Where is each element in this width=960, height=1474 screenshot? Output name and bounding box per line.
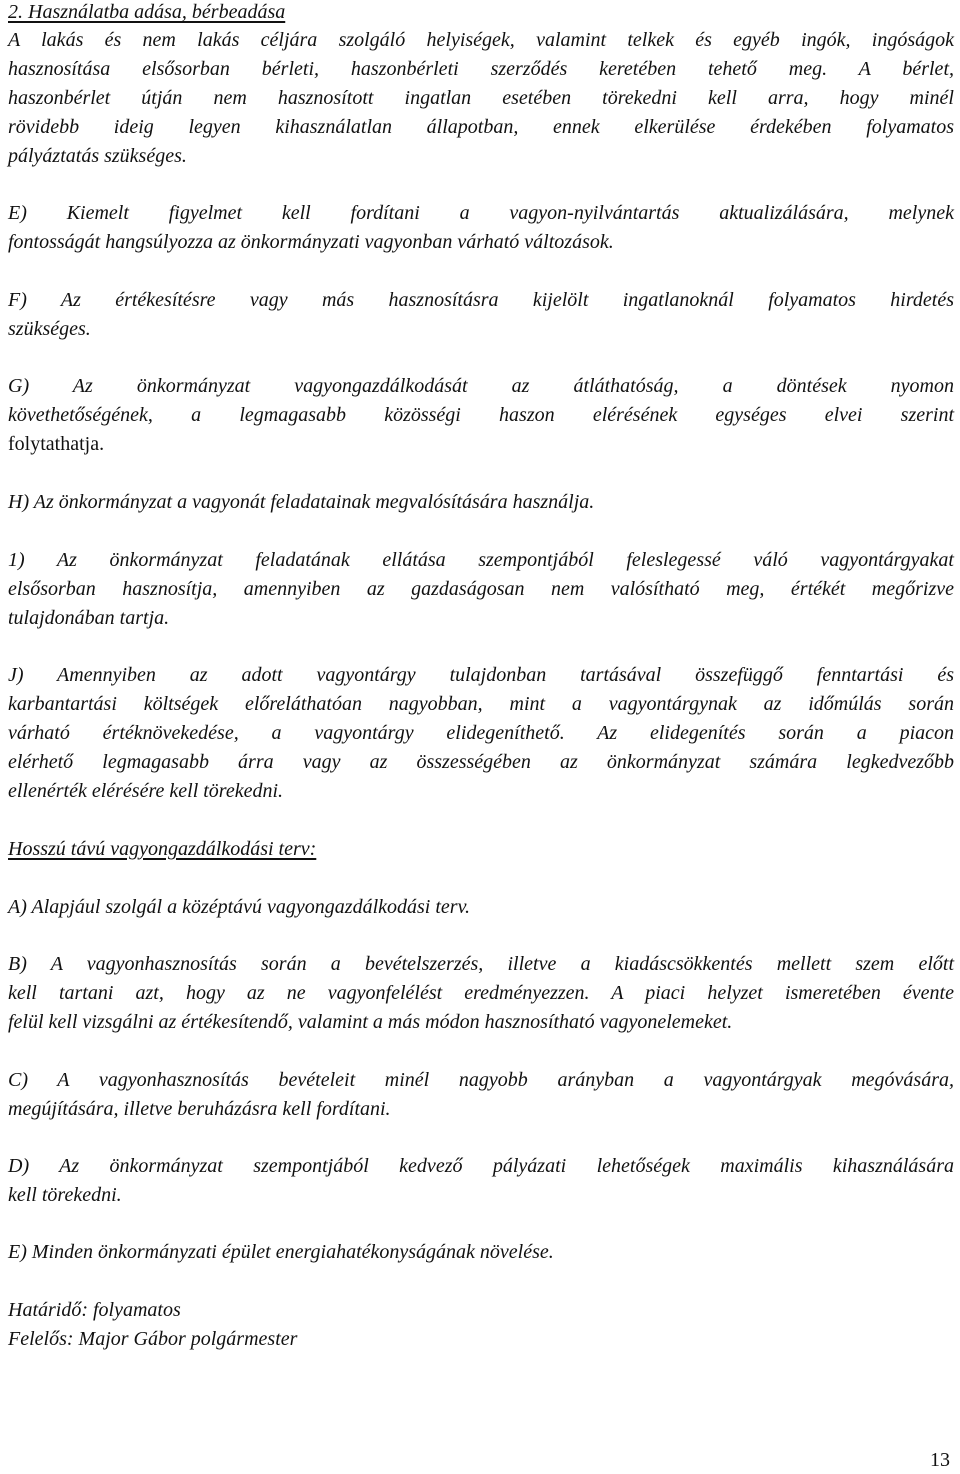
paragraph-line: F) Az értékesítésre vagy más hasznosításra kijelölt ingatlanoknál folyamatos hirdetés [8,289,954,311]
paragraph-line: fontosságát hangsúlyozza az önkormányzati vagyonban várható változások. [8,231,614,253]
paragraph-line: kell törekedni. [8,1184,122,1206]
paragraph-line: rövidebb ideig legyen kihasználatlan állapotban, ennek elkerülése érdekében folyamatos [8,116,954,138]
paragraph-line: hasznosítása elsősorban bérleti, haszonbérleti szerződés keretében tehető meg. A bérlet, [8,58,954,80]
paragraph-line: kell tartani azt, hogy az ne vagyonfelélést eredményezzen. A piaci helyzet ismeretében évente [8,982,954,1004]
paragraph-line: ellenérték elérésére kell törekedni. [8,780,284,802]
deadline: Határidő: folyamatos [8,1299,181,1321]
paragraph-line: J) Amennyiben az adott vagyontárgy tulajdonban tartásával összefüggő fenntartási és [8,664,954,686]
paragraph-line: karbantartási költségek előreláthatóan nagyobban, mint a vagyontárgynak az időmúlás során [8,693,954,715]
paragraph-line: E) Kiemelt figyelmet kell fordítani a vagyon-nyilvántartás aktualizálására, melynek [8,202,954,224]
responsible-person: Felelős: Major Gábor polgármester [8,1328,298,1350]
paragraph-line: G) Az önkormányzat vagyongazdálkodását az átláthatóság, a döntések nyomon [8,375,954,397]
paragraph-line: D) Az önkormányzat szempontjából kedvező pályázati lehetőségek maximális kihasználására [8,1155,954,1177]
paragraph-line: pályáztatás szükséges. [8,145,187,167]
paragraph-line: B) A vagyonhasznosítás során a bevételszerzés, illetve a kiadáscsökkentés mellett szem előtt [8,953,954,975]
paragraph-line: szükséges. [8,318,91,340]
paragraph-line: haszonbérlet útján nem hasznosított ingatlan esetében törekedni kell arra, hogy minél [8,87,954,109]
paragraph-line: elérhető legmagasabb árra vagy az összességében az önkormányzat számára legkedvezőbb [8,751,954,773]
paragraph-line: A) Alapjául szolgál a középtávú vagyongazdálkodási terv. [8,896,470,918]
paragraph-line: A lakás és nem lakás céljára szolgáló helyiségek, valamint telkek és egyéb ingók, ingóságok [8,29,954,51]
paragraph-line: tulajdonában tartja. [8,607,170,629]
paragraph-line: 1) Az önkormányzat feladatának ellátása szempontjából feleslegessé váló vagyontárgyakat [8,549,954,571]
paragraph-line: C) A vagyonhasznosítás bevételeit minél nagyobb arányban a vagyontárgyak megóvására, [8,1069,954,1091]
paragraph-line: felül kell vizsgálni az értékesítendő, valamint a más módon hasznosítható vagyonelemeket. [8,1011,733,1033]
paragraph-line: követhetőségének, a legmagasabb közösségi haszon elérésének egységes elvei szerint [8,404,954,426]
page-number: 13 [930,1449,950,1471]
long-term-heading: Hosszú távú vagyongazdálkodási terv: [8,838,317,860]
paragraph-line: E) Minden önkormányzati épület energiahatékonyságának növelése. [8,1241,554,1263]
paragraph-line: várható értéknövekedése, a vagyontárgy elidegeníthető. Az elidegenítés során a piacon [8,722,954,744]
paragraph-line: folytathatja. [8,433,105,455]
paragraph-line: megújítására, illetve beruházásra kell fordítani. [8,1098,391,1120]
paragraph-line: elsősorban hasznosítja, amennyiben az gazdaságosan nem valósítható meg, értékét megőrizve [8,578,954,600]
section-title: 2. Használatba adása, bérbeadása [8,1,286,23]
paragraph-line: H) Az önkormányzat a vagyonát feladatainak megvalósítására használja. [8,491,595,513]
